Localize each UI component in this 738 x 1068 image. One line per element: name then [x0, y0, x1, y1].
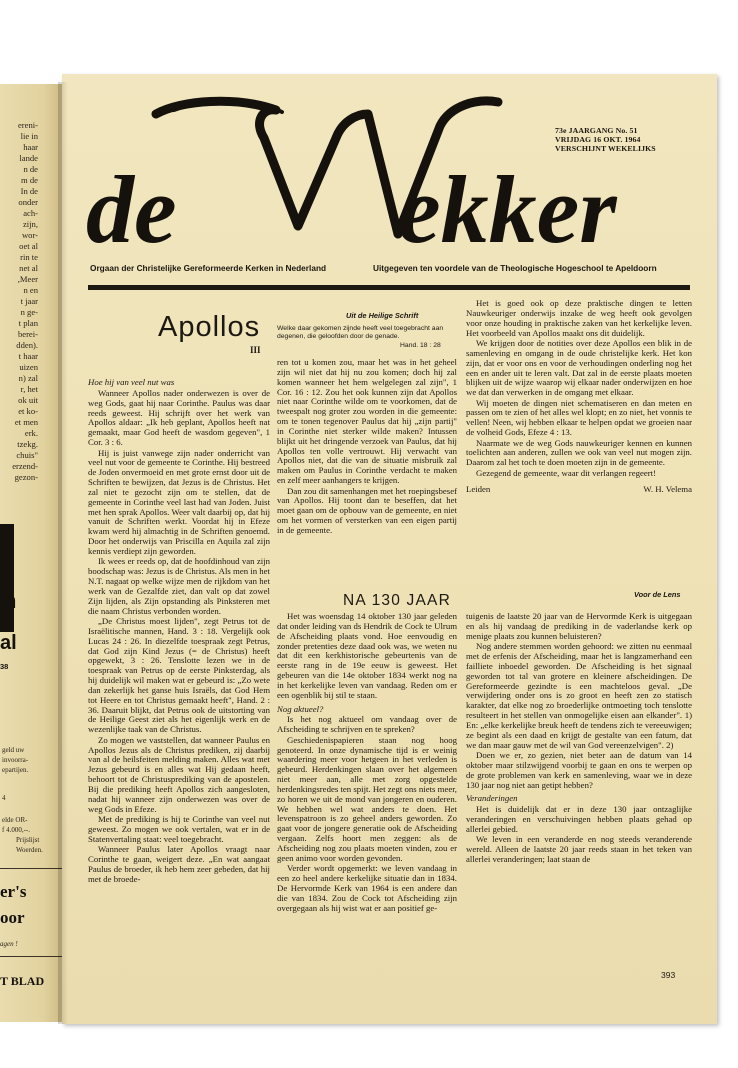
paragraph: ren tot u komen zou, maar het was in het geheel zijn wil niet dat hij nu zou komen; doch hij zal komen wanneer het hem welgelegen zal zijn", 1 Cor. 16 : 12. Zou het ook kunnen zijn dat Apollos niet naar Corinthe wilde om te voorkomen, dat de tweespalt nog groter zou worden in die gemeente: om te tonen tegenover Paulus dat hij „zijn partij" in Corinthe niet sterker wilde maken? Intussen blijkt uit het dringende verzoek van Paulus, dat hij Apollos ten volle vertrouwt. Hij verwacht van Apollos niet, dat die van de situatie misbruik zal maken om Paulus in Corinthe verdacht te maken en zelf meer aanhangers te krijgen. — [277, 357, 457, 486]
previous-page-line: erk. — [24, 428, 38, 438]
article-column-3 — [466, 299, 692, 494]
article2-tag: Voor de Lens — [634, 590, 681, 599]
article2-column-3 — [466, 612, 692, 865]
prev-note: elde OR- — [2, 816, 28, 824]
previous-page-line: t plan — [18, 318, 38, 328]
paragraph: Dan zou dit samenhangen met het roepingsbesef van Apollos. Hij toont dan te beseffen, dat het moet gaan om de opbouw van de gemeente, en niet om het vormen of versterken van een eigen partij in de gemeente. — [277, 485, 457, 535]
previous-page-strip — [0, 84, 62, 1022]
paragraph: Het is duidelijk dat er in deze 130 jaar ontzaglijke veranderingen en verschuivingen hebben plaats gehad op allerlei gebied. — [466, 804, 692, 834]
previous-page-line: rin te — [20, 252, 38, 262]
paragraph: Zo mogen we vaststellen, dat wanneer Paulus en Apollos Jezus als de Christus prediken, zij daarbij van al de heilsfeiten melding maken. Alles wat met Jezus gebeurd is en alles wat Hij gedaan heeft, behoort tot de Christusprediking van de apostelen. Bij die prediking heeft Apollos zich aangesloten, nadat hij wanneer zijn onderwezen was over de weg Gods in Efeze. — [88, 734, 270, 814]
prev-note: Prijslijst — [16, 836, 40, 844]
prev-oor: oor — [0, 908, 25, 927]
article-column-2 — [277, 358, 457, 536]
prev-gen: agen ! — [0, 940, 18, 948]
paragraph: Nog andere stemmen worden gehoord: we zitten nu eenmaal met de erfenis der Afscheiding, maar het is langzamerhand een failliete inboedel geworden. De Afscheiding is het signaal geworden tot tal van grotere en kleinere afscheidingen. De Gereformeerde gezindte is een machteloos geval. „De verwijdering onder ons is zo groot en heeft zen zo statisch karakter, dat elke nog zo broederlijke ontmoeting toch tenslotte resulteert in het stellen van onmogelijke eisen aan elkander". 1) En: „elke kerkelijke breuk heeft de tendens zich te vereeuwigen; ze begint als een daad en krijgt de gestalte van een fatum, dat we dan maar gauw met de wil van God vereenzelvigen". 2) — [466, 641, 692, 750]
previous-page-line: r, het — [20, 384, 38, 394]
previous-page-line: berei- — [17, 329, 38, 339]
masthead-subtitle-left: Orgaan der Christelijke Gereformeerde Kerken in Nederland — [90, 263, 327, 273]
prev-note: f 4.000,--. — [2, 826, 30, 834]
prev-big-al-sub: 38 — [0, 662, 9, 671]
prev-note: epartijen. — [2, 766, 29, 774]
paragraph: We krijgen door de notities over deze Apollos een blik in de samenleving en omgang in de oude christelijke kerk. Het kon zijn, dat er voor ons en voor de verhoudingen onderling nog het een en ander uit te leren valt. Dat zal in de eerste plaats moeten blijken uit de wijze waarop wij elkaar nader onderwijzen en hoe we dat dan verwerken in de omgang met elkaar. — [466, 337, 692, 398]
section-subheading: Hoe hij van veel nut was — [88, 377, 175, 387]
masthead-subtitle-right: Uitgegeven ten voordele van de Theologische Hogeschool te Apeldoorn — [373, 263, 657, 273]
previous-page-line: erzend- — [12, 461, 38, 471]
previous-page-line: n de — [23, 164, 38, 174]
paragraph: Ik wees er reeds op, dat de hoofdinhoud van zijn boodschap was: Jezus is de Christus. Als men in het N.T. nagaat op welke wijze men de rijkdom van het werk van de Gezalfde ziet, dan valt op dat zowel Zijn lijden, als Zijn opstanding als Pinksteren met die naam Christus verbonden worden. — [88, 556, 270, 616]
issue-date: VRIJDAG 16 OKT. 1964 — [555, 135, 641, 144]
previous-page-line: n) zal — [18, 373, 38, 383]
prev-note: Woerden. — [16, 846, 43, 854]
previous-page-line: m de — [21, 175, 38, 185]
prev-blad: T BLAD — [0, 974, 45, 988]
paragraph: Naarmate we de weg Gods nauwkeuriger kennen en kunnen toelichten aan anderen, zullen we ook van veel nut mogen zijn. Daarom zal het toch te doen moeten zijn in de gemeente. — [466, 437, 692, 468]
article-part-number: III — [250, 345, 261, 355]
article2-column-2 — [277, 612, 457, 914]
previous-page-line: ok uit — [18, 395, 38, 405]
prev-note: invoorra- — [2, 756, 29, 764]
previous-page-line: chuis" — [16, 450, 38, 460]
prev-rule — [0, 868, 62, 869]
issue-frequency: VERSCHIJNT WEKELIJKS — [555, 144, 656, 153]
previous-page-line: ,Meer — [17, 274, 38, 284]
scripture-reference: Hand. 18 : 28 — [400, 342, 441, 349]
paragraph: Doen we er, zo gezien, niet beter aan de datum van 14 oktober maar stilzwijgend voorbij te gaan en ons te werpen op de grote problemen van kerk en samenleving, waar we in deze 130 jaar nog niet aan getipt hebben? — [466, 750, 692, 790]
page-fold-shadow — [58, 82, 68, 1024]
paragraph: Is het nog aktueel om vandaag over de Afscheiding te schrijven en te spreken? — [277, 714, 457, 735]
previous-page-line: tzekg. — [17, 439, 38, 449]
previous-page-line: t jaar — [20, 296, 38, 306]
previous-page-line: lande — [19, 153, 38, 163]
issue-volume: 73e JAARGANG No. 51 — [555, 126, 638, 135]
previous-page-line: uizen — [19, 362, 38, 372]
black-block — [0, 524, 17, 632]
paragraph: Hij is juist vanwege zijn nader onderricht van veel nut voor de gemeente te Corinthe. Hij bestreed de Joden onvermoeid en met grote ernst door uit de Schriften te bewijzen, dat Jezus is de Christus. Het zal niet te gezocht zijn om te stellen, dat de gemeente in Corinthe veel last had van Joden. Juist met hen sprak Apollos. Weer valt daarbij op, dat hij vanuit de Schriften werkt. Voordat hij in Efeze kwam werd hij almachtig in de Schriften genoemd. Door het onderwijs van Priscilla en Aquila zal zijn kennis verdiept zijn geworden. — [88, 447, 270, 556]
article-title: Apollos — [158, 311, 261, 343]
prev-ers: er's — [0, 882, 27, 901]
previous-page-line: n en — [23, 285, 38, 295]
paragraph: „De Christus moest lijden", zegt Petrus tot de Israëlitische mannen, Hand. 3 : 18. Vergelijk ook Lucas 24 : 26. In diezelfde toespraak zegt Petrus, dat God zijn Kind Jezus (= de Christus) heeft opgewekt, 3 : 26. Tenslotte lezen we in de toespraak van Petrus op de eerste Pinksterdag, als hij duidelijk wil maken wat er gebeurd is: „Zo wete dan zekerlijk het ganse huis Israëls, dat God Hem tot Heere en tot Christus gemaakt heeft", Hand. 2 : 36. Daaruit blijkt, dat Petrus ook de uitstorting van de Heilige Geest ziet als het eigenlijk werk en de wezenlijke taak van de Christus. — [88, 616, 270, 735]
previous-page-line: wor- — [21, 230, 38, 240]
paragraph: We leven in een veranderde en nog steeds veranderende wereld. Alleen de laatste 20 jaar reeds staan in het teken van allerlei veranderingen; laat staan de — [466, 834, 692, 865]
paragraph: Het is goed ook op deze praktische dingen te letten Nauwkeuriger onderwijs inzake de weg heeft ook gevolgen voor onze houding in praktische zaken van het kerkelijke leven. Het voorbeeld van Apollos maakt ons dit duidelijk. — [466, 298, 692, 338]
section-subheading: Nog aktueel? — [277, 703, 324, 714]
previous-page-line: haar — [23, 142, 38, 152]
masthead-logo — [86, 92, 646, 262]
previous-page-line: In de — [20, 186, 38, 196]
scripture-heading: Uit de Heilige Schrift — [346, 311, 419, 320]
page-number: 393 — [661, 970, 676, 980]
previous-page-line: net al — [19, 263, 38, 273]
previous-page-text — [2, 120, 38, 483]
scripture-quote: Welke daar gekomen zijnde heeft veel toegebracht aan degenen, die geloofden door de genade. — [277, 325, 444, 341]
previous-page-line: dden). — [16, 340, 38, 350]
previous-page-line: oet al — [19, 241, 38, 251]
previous-page-line: et ko- — [18, 406, 38, 416]
previous-page-line: ach- — [23, 208, 38, 218]
masthead-issue-info — [555, 126, 695, 153]
previous-page-line: lie in — [20, 131, 38, 141]
signature-author: W. H. Velema — [643, 483, 692, 494]
prev-big-letter-n: n — [3, 588, 17, 613]
paragraph: Geschiedenispapieren staan nog hoog genoteerd. In onze dynamische tijd is er weinig waardering meer voor hetgeen in het verleden is gebeurd. Herdenkingen slaan over het algemeen niet meer aan, alle met zorg opgestelde herdenkingsredes ten spijt. Het zegt ons niets meer, zo horen we uit de mond van jongeren en ouderen. We hebben wel wat anders te doen. Het levenspatroon is zo geheel anders geworden. Zo gaat voor de jongere generatie ook de Afscheiding vergaan. Zelfs hoort men zeggen: als de Afscheiding nog zou plaats moeten vinden, zou er geen animo voor worden gevonden. — [277, 734, 457, 863]
masthead-ekker: ekker — [398, 156, 617, 262]
article2-title: NA 130 JAAR — [343, 592, 451, 609]
paragraph: Verder wordt opgemerkt: we leven vandaag in een zo heel andere kerkelijke situatie dan in 1834. De Hervormde Kerk van 1964 is een andere dan die van 1834. Zou de Cock tot Afscheiding zijn overgegaan als hij wist wat er aan positief ge- — [277, 863, 457, 913]
prev-rule — [0, 956, 62, 957]
prev-note: geld uw — [2, 746, 25, 754]
paragraph: Het was woensdag 14 oktober 130 jaar geleden dat onder leiding van ds Hendrik de Cock te Ulrum de Afscheiding plaats vond. Hoe eenvoudig en zonder pretenties deze daad ook was, we weten nu dat dit een kerkhistorische gebeurtenis van de eerste rang in de 19e eeuw is geweest. Het gebeuren van die 14e oktober 1834 werkt nog na in het kerkelijke leven van vandaag. Reden om er een ogenblik bij stil te staan. — [277, 611, 457, 700]
previous-page-line: t haar — [18, 351, 38, 361]
previous-page-line: et men — [14, 417, 38, 427]
prev-note: 4 — [2, 794, 6, 802]
article-signature — [466, 485, 692, 495]
paragraph: Wanneer Paulus later Apollos vraagt naar Corinthe te gaan, weigert deze. „En wat aangaat Paulus de broeder, ik heb hem zeer gebeden, dat hij met de broede- — [88, 844, 270, 884]
masthead-rule — [88, 285, 690, 290]
prev-big-letters-al: al — [0, 632, 17, 654]
paragraph: Wanneer Apollos nader onderwezen is over de weg Gods, gaat hij naar Corinthe. Paulus was daar reeds geweest. Hij schrijft over het werk van Apollos aldaar: „Ik heb geplant, Apollos heeft nat gemaakt, maar God heeft de wasdom gegeven", 1 Cor. 3 : 6. — [88, 387, 270, 448]
paragraph: Gezegend de gemeente, waar dit verlangen regeert! — [476, 467, 657, 478]
article-column-1 — [88, 374, 270, 885]
paragraph: Wij moeten de dingen niet schematiseren en dan meten en passen om te zien of het alles wel klopt; en zo niet, het vonnis te vellen! Neen, wij hebben elkaar te helpen opdat we groeien naar de volheid Gods, Efeze 4 : 13. — [466, 397, 692, 438]
signature-place: Leiden — [466, 483, 491, 494]
previous-page-line: ereni- — [17, 120, 38, 130]
previous-page-line: zijn, — [22, 219, 38, 229]
previous-page-line: n ge- — [20, 307, 38, 317]
masthead-de: de — [86, 156, 177, 262]
previous-page-line: onder — [18, 197, 38, 207]
section-subheading: Veranderingen — [466, 793, 518, 804]
paragraph: Met de prediking is hij te Corinthe van veel nut geweest. Zo mogen we ook vertalen, wat er in de Statenvertaling staat: veel toegebracht. — [88, 814, 270, 844]
previous-page-line: gezon- — [14, 472, 38, 482]
paragraph: tuigenis de laatste 20 jaar van de Hervormde Kerk is uitgegaan en als hij vandaag de prediking in de vaderlandse kerk op menige plaats zou kunnen beluisteren? — [466, 611, 692, 641]
